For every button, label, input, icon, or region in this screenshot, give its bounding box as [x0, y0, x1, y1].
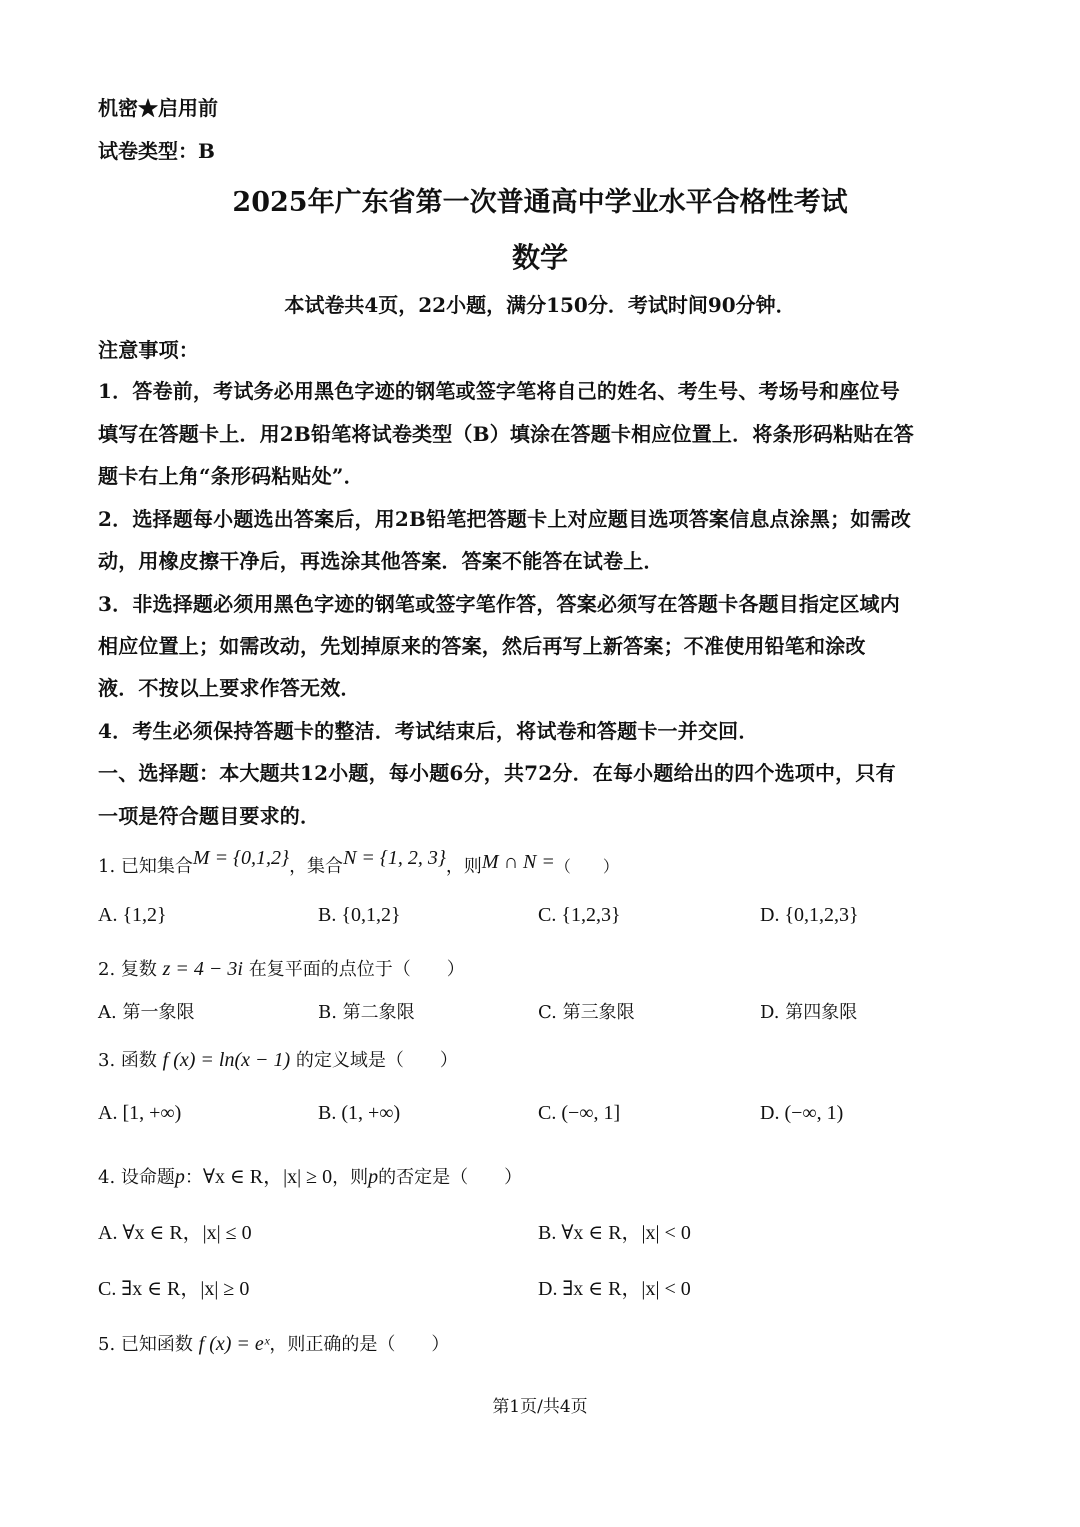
q1-paren: （ ） [554, 857, 619, 876]
q5-stem-end: ，则正确的是（ ） [269, 1334, 450, 1355]
q3-expr: f (x) = ln(x − 1) [162, 1049, 291, 1071]
q5-stem: 5. 已知函数 [98, 1334, 193, 1355]
exam-info: 本试卷共4页，22小题，满分150分．考试时间90分钟． [284, 293, 796, 317]
q2-stem-end: 在复平面的点位于（ ） [248, 959, 465, 980]
section-heading-cont: 一项是符合题目要求的． [98, 804, 321, 828]
q1-option-a[interactable]: A. {1,2} [98, 904, 167, 926]
q4-colon: ： [184, 1167, 203, 1188]
note-line: 液．不按以上要求作答无效． [98, 676, 361, 700]
q4-expr: ∀x ∈ R，|x| ≥ 0 [202, 1166, 333, 1188]
page-footer: 第1页/共4页 [492, 1397, 588, 1417]
q2-option-d[interactable]: D. 第四象限 [760, 1002, 858, 1023]
paper-type-label: 试卷类型：B [98, 139, 215, 163]
q4-p2: p [368, 1166, 379, 1188]
q1-set-n: N = {1, 2, 3} [343, 847, 446, 869]
q1-set-m: M = {0,1,2} [192, 847, 290, 869]
confidential-label: 机密★启用前 [98, 96, 218, 120]
note-line: 动，用橡皮擦干净后，再选涂其他答案．答案不能答在试卷上． [98, 549, 664, 573]
q1-option-d[interactable]: D. {0,1,2,3} [760, 904, 859, 926]
subject-title: 数学 [511, 241, 568, 274]
note-line: 2．选择题每小题选出答案后，用2B铅笔把答题卡上对应题目选项答案信息点涂黑；如需改 [98, 507, 911, 531]
notes-heading: 注意事项： [98, 338, 199, 362]
q3-option-b[interactable]: B. (1, +∞) [318, 1102, 401, 1124]
q2-expr: z = 4 − 3i [162, 958, 243, 980]
q1-end: ，则 [445, 856, 482, 877]
note-line: 相应位置上；如需改动，先划掉原来的答案，然后再写上新答案；不准使用铅笔和涂改 [98, 634, 866, 658]
q2-option-a[interactable]: A. 第一象限 [98, 1002, 195, 1023]
note-line: 3．非选择题必须用黑色字迹的钢笔或签字笔作答，答案必须写在答题卡各题目指定区域内 [98, 592, 900, 616]
question-5 [98, 1330, 449, 1356]
exam-title: 2025年广东省第一次普通高中学业水平合格性考试 [232, 187, 848, 218]
q3-stem-end: 的定义域是（ ） [295, 1050, 458, 1071]
q4-option-b[interactable]: B. ∀x ∈ R，|x| < 0 [538, 1222, 691, 1244]
q4-stem-end: 的否定是（ ） [378, 1167, 523, 1188]
q3-stem: 3. 函数 [98, 1050, 157, 1071]
note-line: 4．考生必须保持答题卡的整洁．考试结束后，将试卷和答题卡一并交回． [98, 719, 759, 743]
note-line: 1．答卷前，考试务必用黑色字迹的钢笔或签字笔将自己的姓名、考生号、考场号和座位号 [98, 379, 900, 403]
q1-expr: M ∩ N = [481, 851, 555, 873]
q4-option-c[interactable]: C. ∃x ∈ R，|x| ≥ 0 [98, 1278, 250, 1300]
q2-option-b[interactable]: B. 第二象限 [318, 1002, 415, 1023]
question-2 [98, 955, 465, 981]
note-line: 题卡右上角“条形码粘贴处”． [98, 464, 364, 488]
q4-option-a[interactable]: A. ∀x ∈ R，|x| ≤ 0 [98, 1222, 252, 1244]
q2-option-c[interactable]: C. 第三象限 [538, 1002, 635, 1023]
section-heading: 一、选择题：本大题共12小题，每小题6分，共72分．在每小题给出的四个选项中，只有 [98, 761, 896, 785]
question-3 [98, 1046, 458, 1072]
q4-mid: ，则 [332, 1167, 369, 1188]
q4-stem: 4. 设命题 [98, 1167, 175, 1188]
q4-option-d[interactable]: D. ∃x ∈ R，|x| < 0 [538, 1278, 691, 1300]
q1-option-b[interactable]: B. {0,1,2} [318, 904, 401, 926]
question-4 [98, 1160, 522, 1189]
q3-option-d[interactable]: D. (−∞, 1) [760, 1102, 844, 1124]
q1-option-c[interactable]: C. {1,2,3} [538, 904, 621, 926]
question-1 [98, 847, 619, 878]
q1-stem: 1. 已知集合 [98, 856, 193, 877]
q3-option-c[interactable]: C. (−∞, 1] [538, 1102, 621, 1124]
q2-stem: 2. 复数 [98, 959, 157, 980]
q4-p: p [174, 1166, 185, 1188]
note-line: 填写在答题卡上．用2B铅笔将试卷类型（B）填涂在答题卡相应位置上．将条形码粘贴在答 [98, 422, 914, 446]
q3-option-a[interactable]: A. [1, +∞) [98, 1102, 182, 1124]
q5-expr: f (x) = eˣ [198, 1333, 270, 1355]
q1-mid: ，集合 [289, 856, 344, 877]
